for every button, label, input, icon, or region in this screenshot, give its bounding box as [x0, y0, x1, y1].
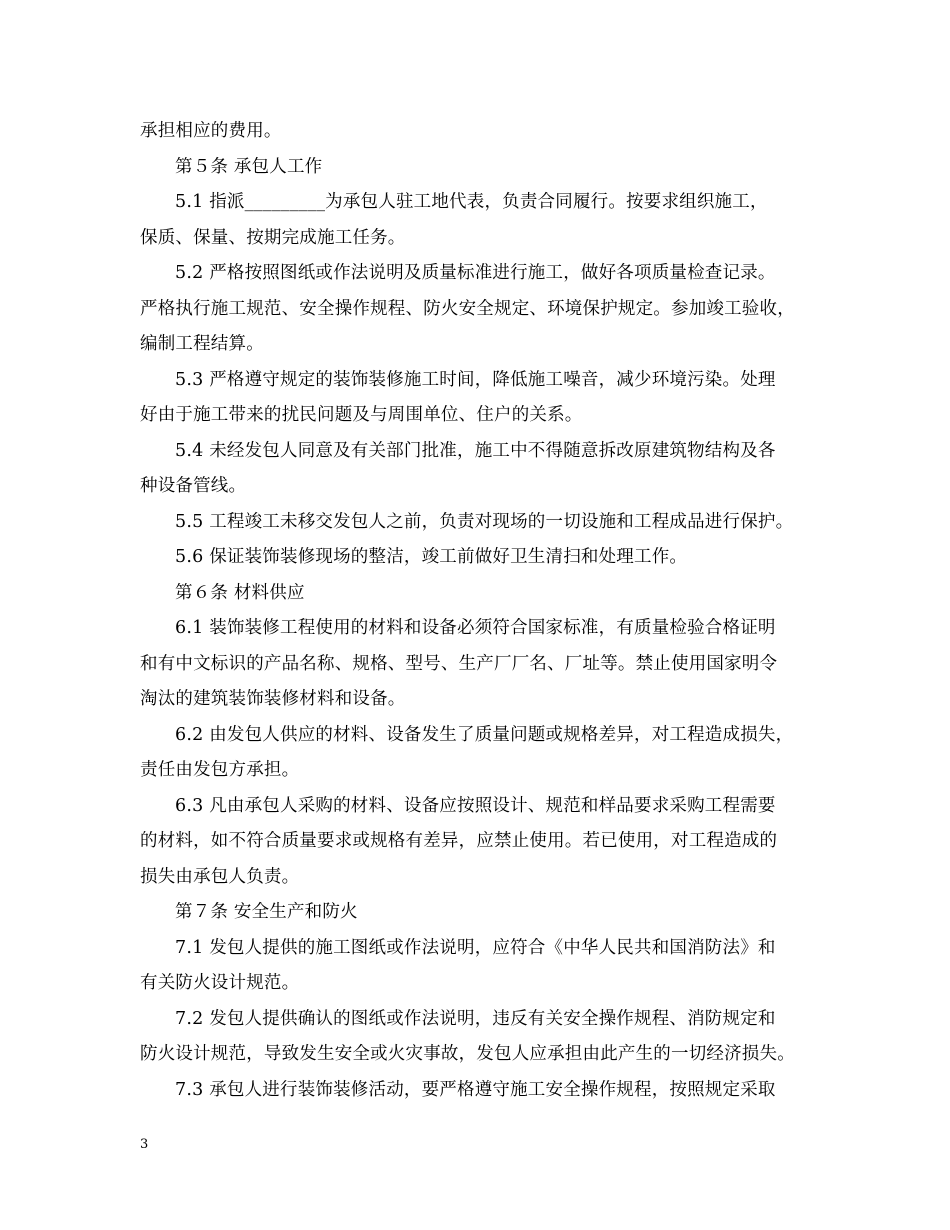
text-line: 编制工程结算。	[140, 334, 264, 354]
page-number: 3	[140, 1137, 149, 1152]
text-line: 5.1 指派_________为承包人驻工地代表，负责合同履行。按要求组织施工，	[175, 192, 768, 212]
text-line: 5.6 保证装饰装修现场的整洁，竣工前做好卫生清扫和处理工作。	[175, 547, 688, 567]
text-line: 5.4 未经发包人同意及有关部门批准，施工中不得随意拆改原建筑物结构及各	[175, 440, 776, 461]
text-line: 好由于施工带来的扰民问题及与周围单位、住户的关系。	[140, 405, 583, 425]
text-line: 严格执行施工规范、安全操作规程、防火安全规定、环境保护规定。参加竣工验收，	[140, 298, 795, 319]
body-text	[140, 114, 830, 1108]
text-line: 5.2 严格按照图纸或作法说明及质量标准进行施工，做好各项质量检查记录。	[175, 263, 776, 283]
text-line: 6.3 凡由承包人采购的材料、设备应按照设计、规范和样品要求采购工程需要	[175, 795, 776, 816]
text-line: 5.3 严格遵守规定的装饰装修施工时间，降低施工噪音，减少环境污染。处理	[175, 369, 776, 390]
text-line: 的材料，如不符合质量要求或规格有差异，应禁止使用。若已使用，对工程造成的	[140, 831, 778, 851]
text-line: 第７条 安全生产和防火	[175, 902, 358, 922]
text-line: 淘汰的建筑装饰装修材料和设备。	[140, 689, 406, 709]
text-line: 和有中文标识的产品名称、规格、型号、生产厂厂名、厂址等。禁止使用国家明令	[140, 653, 778, 674]
text-line: 责任由发包方承担。	[140, 760, 300, 780]
text-line: 有关防火设计规范。	[140, 973, 300, 993]
text-line: 7.1 发包人提供的施工图纸或作法说明，应符合《中华人民共和国消防法》和	[175, 937, 776, 958]
text-line: 6.2 由发包人供应的材料、设备发生了质量问题或规格差异，对工程造成损失，	[175, 724, 794, 745]
text-line: 保质、保量、按期完成施工任务。	[140, 227, 406, 248]
text-line: 7.2 发包人提供确认的图纸或作法说明，违反有关安全操作规程、消防规定和	[175, 1008, 776, 1029]
text-line: 第５条 承包人工作	[175, 156, 323, 177]
text-line: 防火设计规范，导致发生安全或火灾事故，发包人应承担由此产生的一切经济损失。	[140, 1044, 795, 1064]
text-line: 损失由承包人负责。	[140, 866, 300, 887]
text-line: 6.1 装饰装修工程使用的材料和设备必须符合国家标准，有质量检验合格证明	[175, 618, 776, 638]
text-line: 5.5 工程竣工未移交发包人之前，负责对现场的一切设施和工程成品进行保护。	[175, 511, 794, 532]
text-line: 第６条 材料供应	[175, 582, 305, 603]
text-line: 种设备管线。	[140, 476, 247, 496]
text-line: 7.3 承包人进行装饰装修活动，要严格遵守施工安全操作规程，按照规定采取	[175, 1079, 776, 1100]
text-line: 承担相应的费用。	[140, 121, 282, 141]
